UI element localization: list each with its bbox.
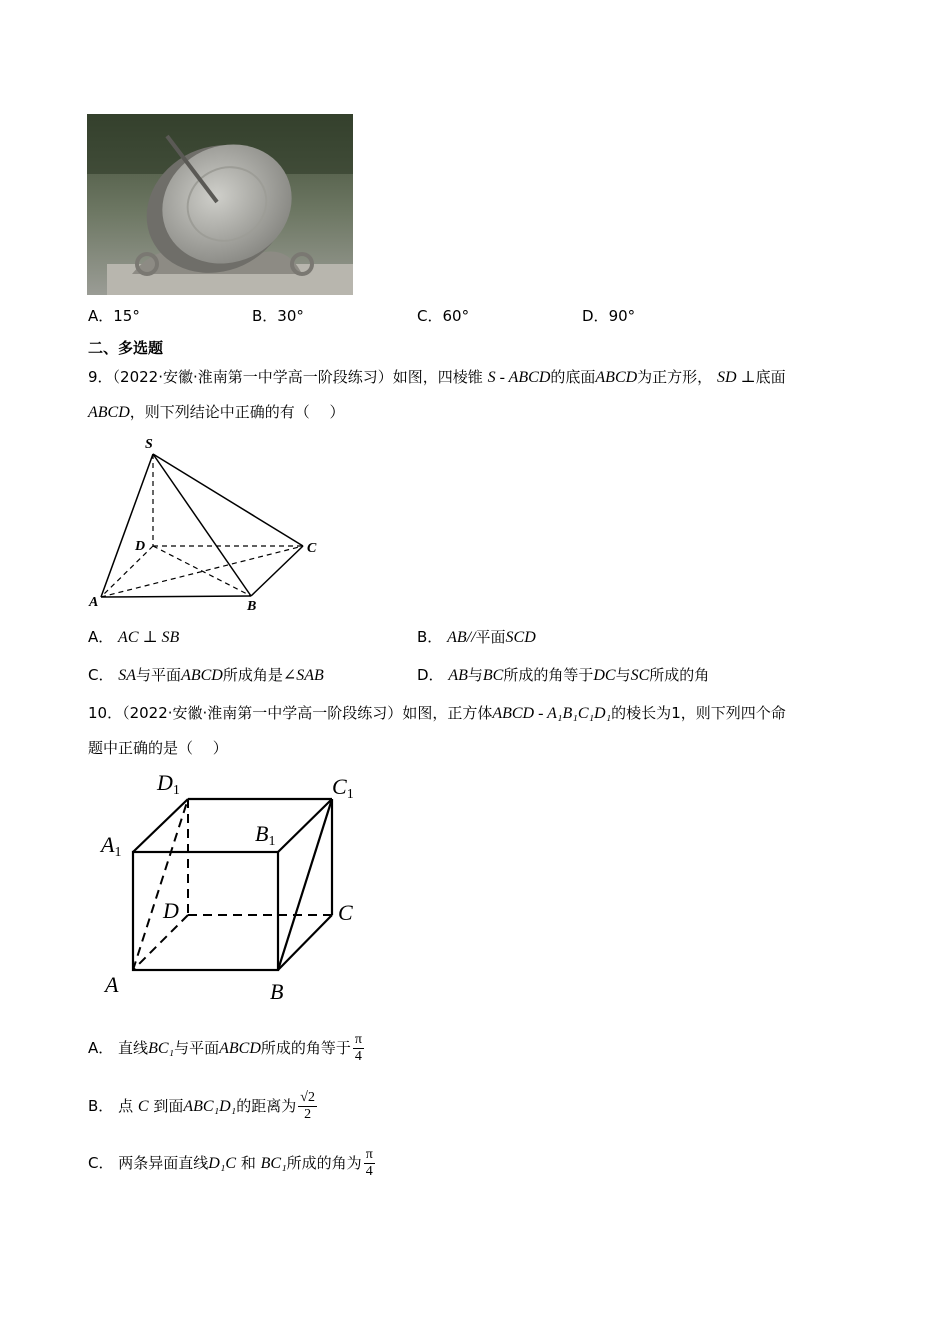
label-a: A (105, 972, 119, 997)
q9-option-c: C． SA与平面ABCD所成角是∠SAB (88, 666, 324, 684)
label-c1: C1 (332, 774, 354, 802)
label-b1: B1 (255, 821, 276, 849)
pyramid-figure (85, 432, 335, 612)
label-s: S (145, 437, 153, 452)
q8-option-d: D．90° (582, 307, 636, 325)
sundial-photo (87, 114, 353, 295)
cube-figure (95, 768, 375, 1008)
section-title: 二、多选题 (88, 339, 164, 357)
q9-stem-line1: 9．（2022·安徽·淮南第一中学高一阶段练习）如图，四棱锥 S - ABCD的底面ABCD为正方形， SD ⊥底面 (88, 368, 786, 386)
q10-option-b: B． 点 C 到面ABC₁D₁的距离为 $\frac{√2}{2}$ (88, 1090, 315, 1122)
q9-option-a: A． AC ⊥ SB (88, 628, 180, 646)
q8-option-a: A．15° (88, 307, 140, 325)
label-b: B (247, 599, 257, 612)
q10-option-a: A． 直线BC₁与平面ABCD所成的角等于 $\frac{\pi}{4}$ (88, 1032, 362, 1064)
q10-stem-line2: 题中正确的是（ ） (88, 739, 228, 757)
label-a: A (89, 595, 99, 610)
label-d1: D1 (157, 770, 180, 798)
label-d: D (163, 898, 179, 923)
label-c: C (307, 541, 317, 556)
q10-stem-line1: 10．（2022·安徽·淮南第一中学高一阶段练习）如图，正方体ABCD - A₁B₁C₁D₁的棱长为1，则下列四个命 (88, 704, 786, 722)
q9-option-b: B． AB//平面SCD (417, 628, 536, 646)
q8-option-b: B．30° (252, 307, 304, 325)
q10-option-c: C． 两条异面直线D₁C 和 BC₁所成的角为 $\frac{\pi}{4}$ (88, 1147, 373, 1179)
q9-stem-line2: ABCD，则下列结论中正确的有（ ） (88, 403, 345, 421)
label-c: C (338, 900, 353, 925)
label-b: B (270, 979, 284, 1004)
q8-option-c: C．60° (417, 307, 470, 325)
q9-option-d: D． AB与BC所成的角等于DC与SC所成的角 (417, 666, 710, 684)
label-d: D (135, 539, 146, 554)
label-a1: A1 (101, 832, 122, 860)
